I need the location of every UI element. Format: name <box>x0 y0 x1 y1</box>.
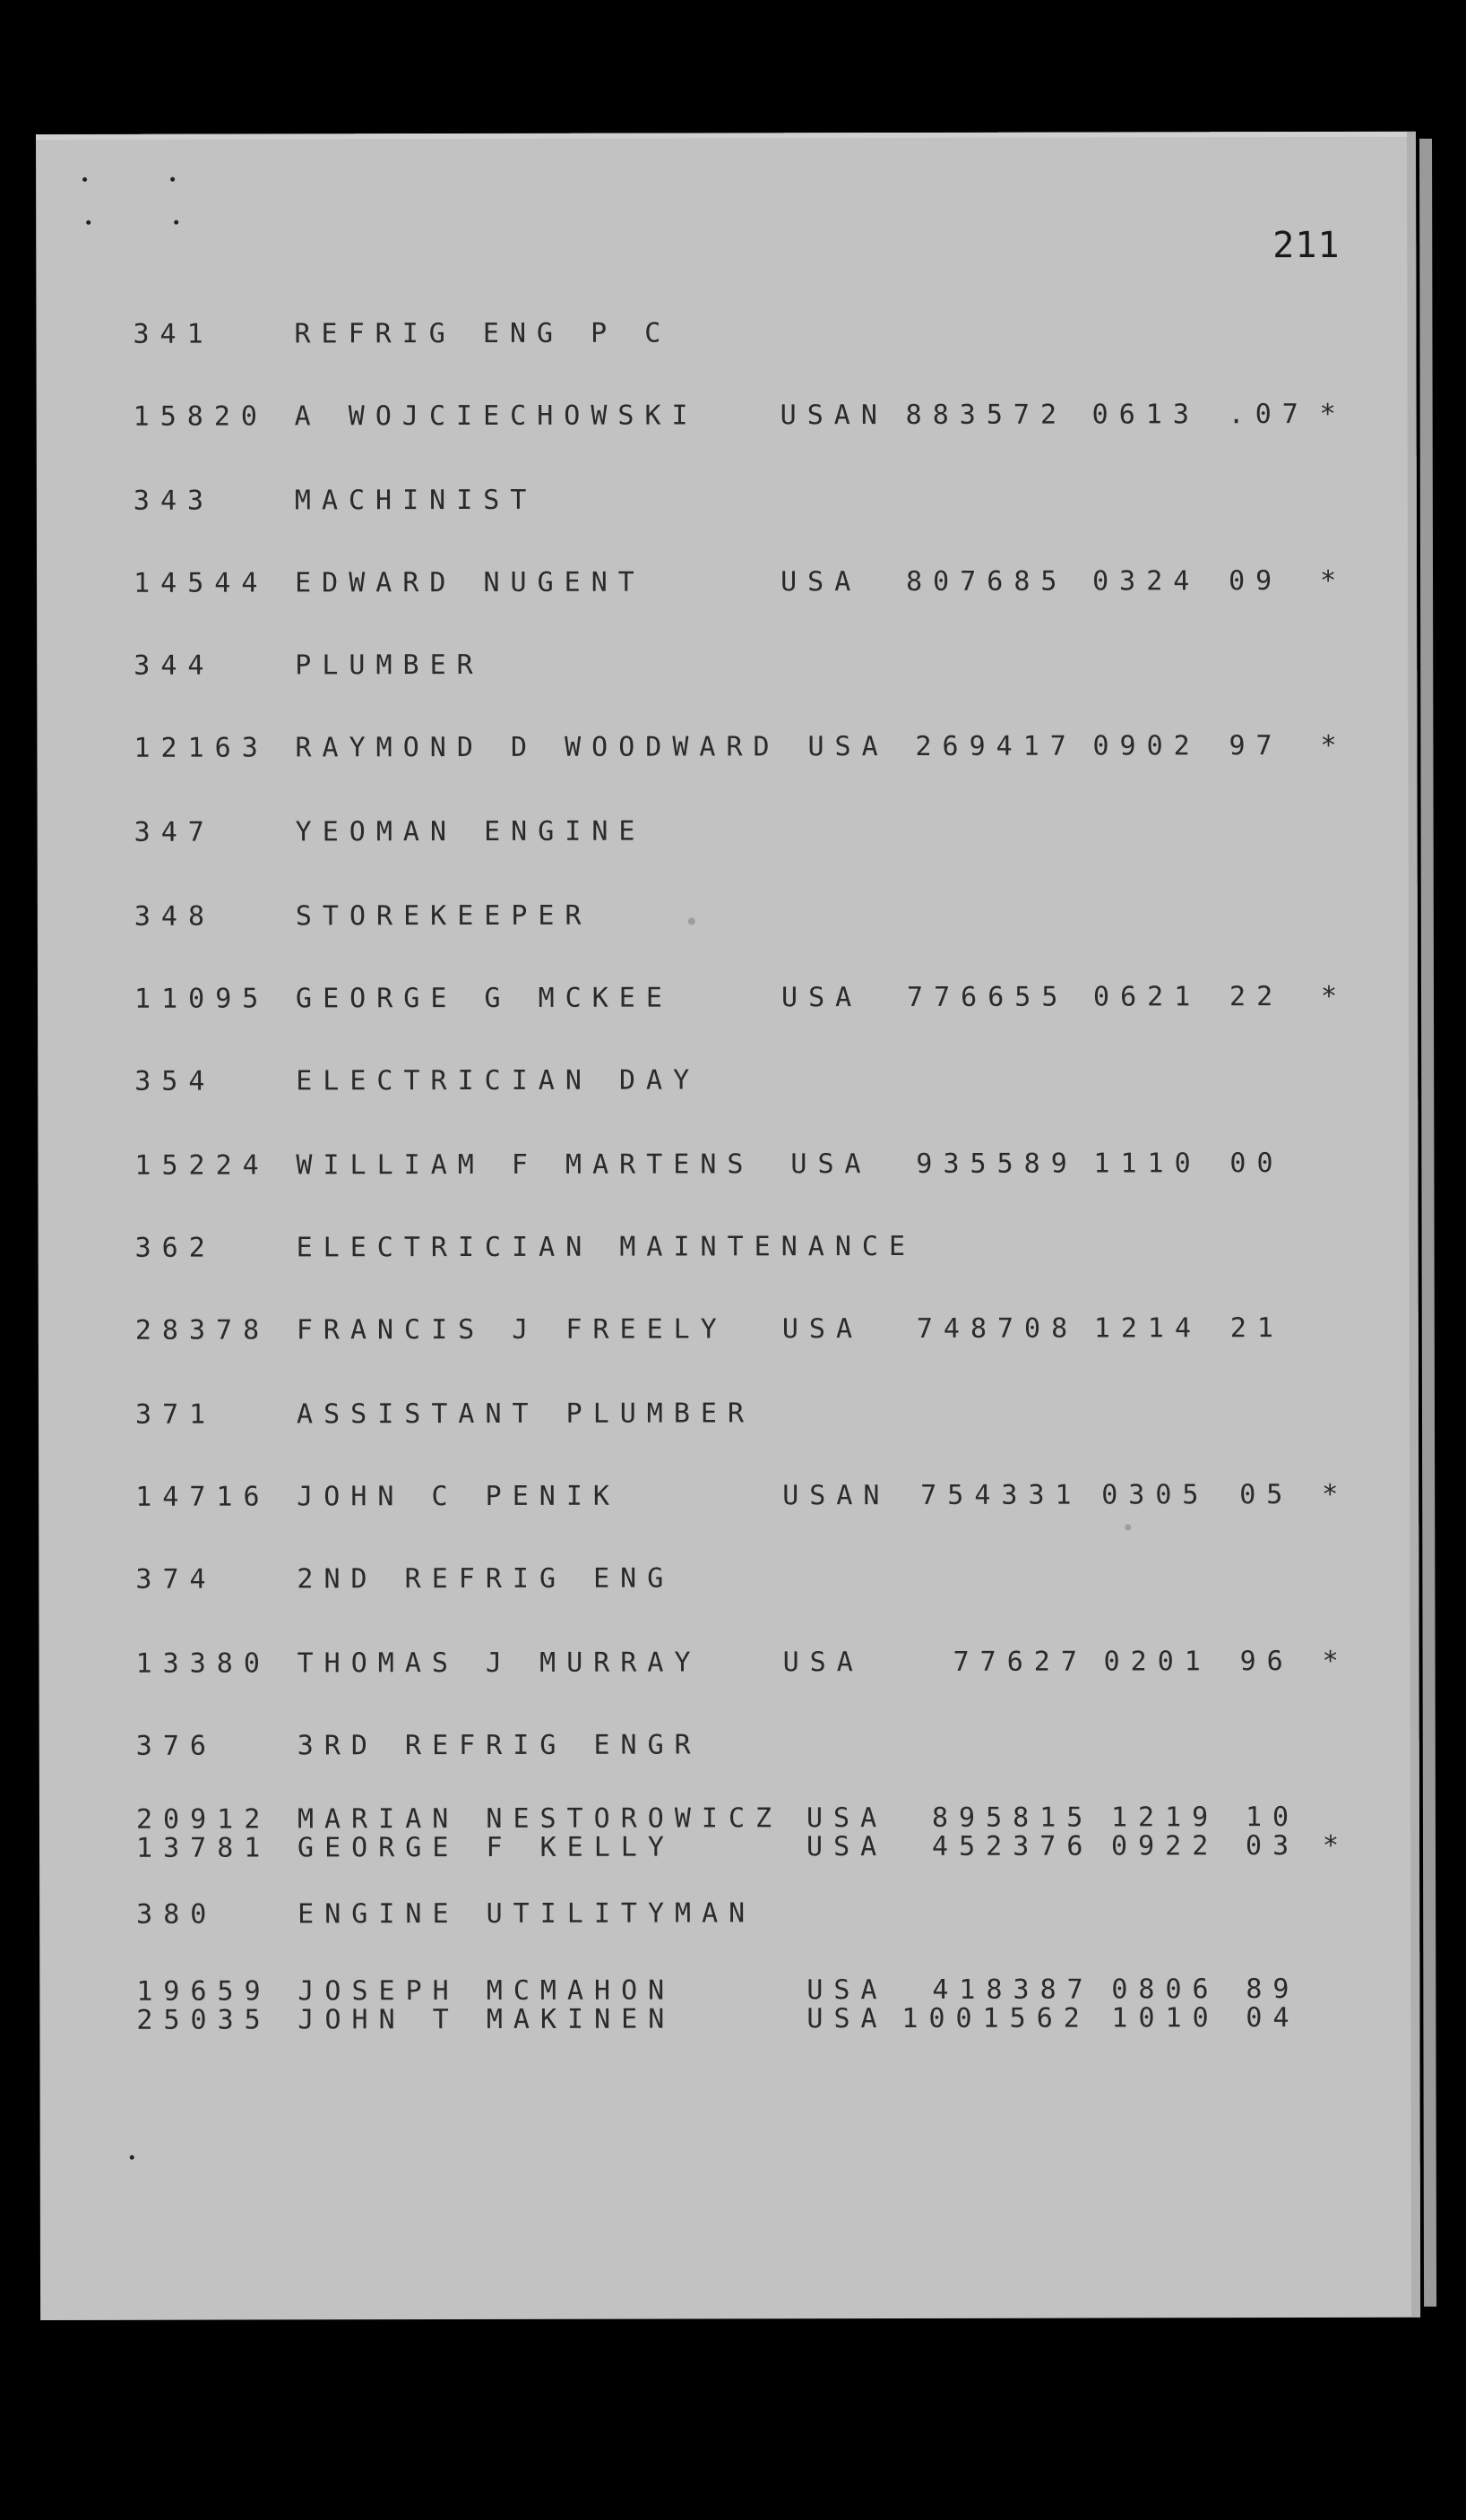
crew-number: 452376 <box>931 1830 1094 1862</box>
rating-title: PLUMBER <box>295 649 484 682</box>
crew-nationality: USA <box>807 731 889 763</box>
crew-date: 0922 <box>1110 1830 1220 1862</box>
crew-nationality: USA <box>806 1974 888 2007</box>
page-edge <box>1419 139 1436 2307</box>
crew-line <box>39 1479 1383 1518</box>
punch-hole <box>86 220 91 225</box>
crew-name: WILLIAM F MARTENS <box>296 1148 755 1182</box>
crew-name: GEORGE F KELLY <box>297 1831 675 1864</box>
crew-nationality: USA <box>806 1831 888 1863</box>
crew-number: 807685 <box>906 565 1068 598</box>
rating-code: 376 <box>135 1730 217 1762</box>
asterisk-mark: * <box>1319 398 1336 431</box>
rating-title: ELECTRICIAN DAY <box>296 1064 701 1097</box>
rating-code: 347 <box>134 816 215 848</box>
crew-line <box>37 399 1381 437</box>
crew-number: 754331 <box>920 1479 1082 1511</box>
asterisk-mark: * <box>1320 980 1338 1012</box>
rating-title: YEOMAN ENGINE <box>295 815 646 848</box>
crew-year: 96 <box>1239 1646 1294 1678</box>
crew-code: 19659 <box>136 1975 272 2008</box>
crew-name: JOHN C PENIK <box>297 1480 620 1513</box>
rating-code: 380 <box>136 1898 218 1931</box>
rating-title: 2ND REFRIG ENG <box>297 1562 675 1595</box>
rating-line <box>38 1063 1382 1102</box>
crew-code: 15820 <box>133 400 269 433</box>
rating-title: ELECTRICIAN MAINTENANCE <box>296 1230 917 1264</box>
crew-line <box>39 1646 1384 1684</box>
crew-date: 0806 <box>1111 1974 1220 2006</box>
crew-year: 22 <box>1229 981 1284 1013</box>
rating-code: 374 <box>135 1563 217 1595</box>
crew-name: A WOJCIECHOWSKI <box>294 400 699 433</box>
crew-nationality: USA <box>780 566 862 598</box>
asterisk-mark: * <box>1322 1645 1339 1677</box>
crew-line <box>38 981 1382 1019</box>
smudge <box>1125 1524 1131 1530</box>
page-number: 211 <box>1272 224 1341 267</box>
crew-name: FRANCIS J FREELY <box>296 1313 728 1346</box>
crew-date: 1110 <box>1093 1148 1202 1180</box>
rating-code: 344 <box>134 649 215 682</box>
crew-name: GEORGE G MCKEE <box>295 982 673 1015</box>
crew-line <box>39 2002 1384 2041</box>
crew-name: EDWARD NUGENT <box>295 566 645 599</box>
crew-number: 776655 <box>906 981 1069 1013</box>
rating-title: MACHINIST <box>294 484 538 517</box>
crew-date: 1010 <box>1111 2002 1220 2034</box>
rating-title: ENGINE UTILITYMAN <box>298 1897 756 1931</box>
asterisk-mark: * <box>1320 729 1337 761</box>
crew-name: JOSEPH MCMAHON <box>298 1974 676 2008</box>
crew-code: 28378 <box>134 1314 271 1346</box>
crew-nationality: USAN <box>782 1480 891 1512</box>
crew-date: 0613 <box>1091 399 1200 431</box>
crew-number: 418387 <box>932 1974 1094 2006</box>
rating-line <box>36 316 1380 355</box>
rating-code: 354 <box>134 1065 216 1097</box>
crew-nationality: USAN <box>780 400 888 432</box>
punch-hole <box>82 177 87 182</box>
crew-year: 97 <box>1229 730 1283 762</box>
rating-code: 371 <box>134 1398 217 1431</box>
crew-number: 895815 <box>931 1802 1094 1834</box>
crew-year: 89 <box>1246 1974 1300 2006</box>
crew-line <box>38 1148 1382 1186</box>
rating-line <box>39 1230 1383 1269</box>
crew-date: 1219 <box>1110 1802 1220 1834</box>
crew-number: 1001562 <box>901 2002 1091 2034</box>
crew-code: 20912 <box>135 1803 272 1836</box>
crew-code: 13781 <box>135 1832 272 1864</box>
asterisk-mark: * <box>1322 1829 1340 1862</box>
crew-name: MARIAN NESTOROWICZ <box>297 1802 783 1836</box>
crew-date: 0201 <box>1103 1646 1212 1678</box>
crew-number: 269417 <box>915 730 1077 762</box>
rating-line <box>39 1561 1383 1600</box>
crew-code: 14716 <box>135 1481 271 1513</box>
rating-line <box>37 483 1381 521</box>
rating-code: 341 <box>133 318 214 350</box>
rating-code: 362 <box>134 1232 216 1264</box>
crew-year: 04 <box>1246 2002 1300 2034</box>
crew-date: 1214 <box>1093 1312 1203 1345</box>
crew-code: 14544 <box>134 567 269 599</box>
rating-title: REFRIG ENG P C <box>294 317 672 350</box>
crew-name: THOMAS J MURRAY <box>297 1647 702 1680</box>
crew-code: 13380 <box>135 1647 271 1680</box>
crew-nationality: USA <box>782 1647 864 1679</box>
crew-date: 0902 <box>1092 730 1201 762</box>
crew-year: 05 <box>1239 1479 1294 1511</box>
crew-number: 883572 <box>905 399 1068 431</box>
rating-title: 3RD REFRIG ENGR <box>297 1729 702 1762</box>
punch-hole <box>170 177 175 182</box>
crew-number: 935589 <box>916 1148 1078 1180</box>
punch-hole <box>174 220 178 225</box>
crew-year: 21 <box>1229 1312 1284 1345</box>
crew-date: 0621 <box>1092 981 1202 1013</box>
crew-year: .07 <box>1228 399 1309 431</box>
crew-date: 0305 <box>1101 1479 1210 1511</box>
crew-line <box>37 730 1381 769</box>
crew-line <box>39 1830 1384 1869</box>
crew-code: 11095 <box>134 983 270 1015</box>
rating-line <box>39 1397 1383 1435</box>
crew-line <box>39 1312 1383 1351</box>
crew-nationality: USA <box>790 1148 872 1181</box>
crew-code: 12163 <box>134 732 269 764</box>
rating-code: 343 <box>133 485 215 517</box>
crew-nationality: USA <box>806 1802 888 1835</box>
crew-nationality: USA <box>806 2003 888 2035</box>
crew-name: RAYMOND D WOODWARD <box>295 731 780 764</box>
crew-year: 03 <box>1245 1830 1300 1862</box>
rating-line <box>37 648 1381 686</box>
rating-title: STOREKEEPER <box>295 899 592 933</box>
rating-line <box>39 1896 1384 1935</box>
rating-title: ASSISTANT PLUMBER <box>296 1398 755 1431</box>
asterisk-mark: * <box>1322 1478 1339 1510</box>
crew-line <box>37 565 1381 604</box>
rating-line <box>38 814 1382 853</box>
crew-year: 09 <box>1229 565 1283 598</box>
crew-year: 10 <box>1245 1802 1300 1834</box>
crew-code: 25035 <box>136 2004 272 2036</box>
crew-number: 748708 <box>916 1312 1079 1345</box>
rating-code: 348 <box>134 900 216 933</box>
crew-year: 00 <box>1229 1148 1284 1180</box>
crew-date: 0324 <box>1092 565 1201 598</box>
asterisk-mark: * <box>1320 564 1337 597</box>
crew-number: 77627 <box>953 1646 1088 1678</box>
rating-line <box>39 1728 1384 1767</box>
crew-name: JOHN T MAKINEN <box>298 2003 676 2036</box>
document-page <box>36 132 1420 2320</box>
rating-line <box>38 899 1382 937</box>
crew-nationality: USA <box>781 1313 864 1346</box>
crew-nationality: USA <box>780 982 863 1014</box>
crew-code: 15224 <box>134 1149 270 1182</box>
